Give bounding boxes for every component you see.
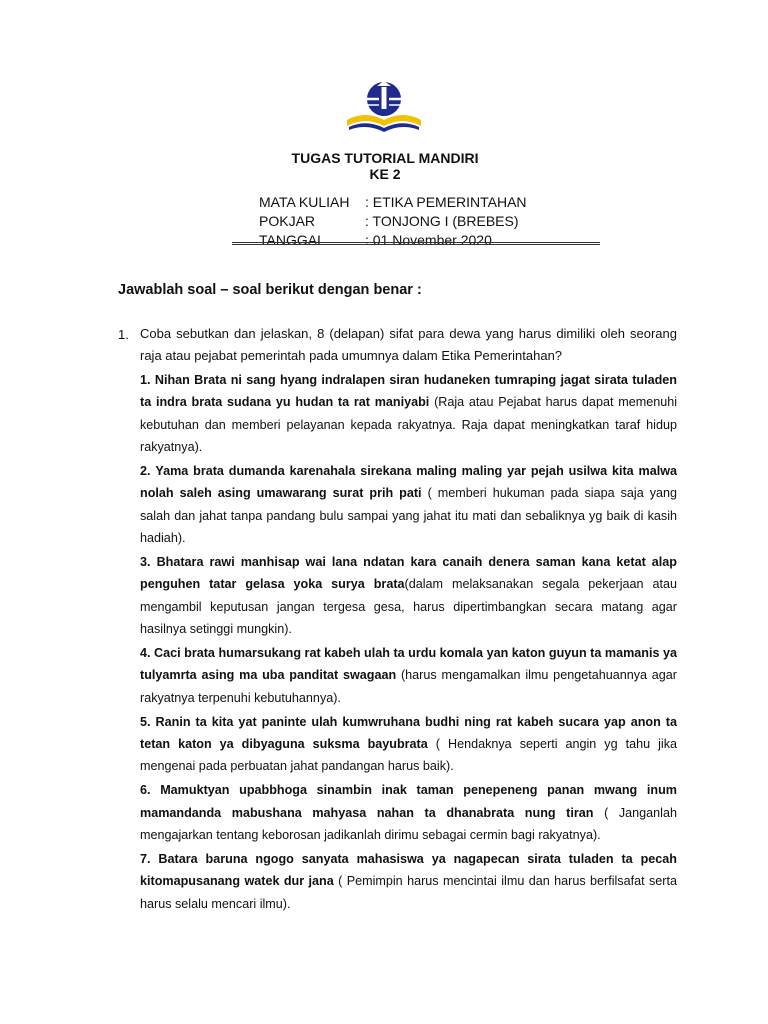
university-logo [345,80,423,134]
course-info-label: MATA KULIAH [259,194,350,210]
answer-item [140,551,677,640]
answer-item [140,711,677,778]
answer-number: 6. [140,783,151,798]
answer-source: Caci brata humarsukang rat kabeh ulah ta urdu komala yan katon guyun ta mamanis ya tulyamrta asing ma uba panditat swagaan [140,645,678,683]
course-info-value: : 01 November 2020 [365,232,492,248]
answer-item [140,369,677,458]
answer-source: Ranin ta kita yat paninte ulah kumwruhana budhi ning rat kabeh sucara yap anon ta tetan katon ya dibyaguna suksma bayubrata [140,714,677,751]
document-title: TUGAS TUTORIAL MANDIRI [291,150,479,166]
answer-list [140,369,677,917]
answer-meaning: (Raja atau Pejabat harus dapat memenuhi kebutuhan dan memberi pelayanan kepada rakyatnya. Raja dapat meningkatkan taraf hidup rakyatnya). [140,395,678,454]
question-text: Coba sebutkan dan jelaskan, 8 (delapan) sifat para dewa yang harus dimiliki oleh seorang raja atau pejabat pemerintah pada umumnya dalam Etika Pemerintahan? [140,326,677,363]
answer-meaning: (harus mengamalkan ilmu pengetahuannya agar rakyatnya terpenuhi kebutuhannya). [140,668,678,705]
answer-number: 5. [140,714,151,729]
answer-source: Batara baruna ngogo sanyata mahasiswa ya nagapecan sirata tuladen ta pecah kitomapusanang watek dur jana [140,852,677,889]
answer-number: 2. [140,463,151,478]
answer-source: Yama brata dumanda karenahala sirekana maling maling yar pejah usilwa kita malwa nolah saleh asing umawarang surat prih pati [140,463,678,501]
answer-meaning: ( memberi hukuman pada siapa saja yang salah dan jahat tanpa pandang bulu sampai yang jahat itu mati dan sebaliknya yg baik di kasih hadiah). [140,486,678,545]
header-divider [232,242,600,245]
document-subtitle: KE 2 [369,166,401,182]
answer-item [140,848,677,915]
question-number: 1. [118,327,129,342]
answer-source: Nihan Brata ni sang hyang indralapen siran hudaneken tumraping jagat sirata tuladen ta indra brata sudana yu hudan ta rat maniyabi [140,373,678,410]
answer-meaning: ( Janganlah mengajarkan tentang keborosan jadikanlah dirimu sebagai cermin bagi rakyatnya). [140,805,677,842]
course-info-value: : TONJONG I (BREBES) [365,213,519,229]
answer-item [140,642,677,709]
answer-meaning: (dalam melaksanakan segala pekerjaan atau mengambil keputusan jangan tergesa gesa, harus dipertimbangkan secara matang agar hasilnya setinggi mungkin). [140,577,677,636]
course-info-row [259,231,527,250]
course-info-label: TANGGAL [259,232,325,248]
answer-source: Mamuktyan upabbhoga sinambin inak taman penepeneng panan mwang inum mamandanda mabushana mahyasa nahan ta dhanabrata nung tiran [140,783,677,820]
course-info-value: : ETIKA PEMERINTAHAN [365,194,527,210]
answer-number: 4. [140,645,151,660]
answer-item [140,460,677,549]
answer-number: 7. [140,852,151,867]
answer-number: 3. [140,554,151,569]
course-info-label: POKJAR [259,213,316,229]
answer-meaning: ( Pemimpin harus mencintai ilmu dan harus berfilsafat serta harus selalu mencari ilmu). [140,874,677,911]
answer-number: 1. [140,373,151,387]
course-info-row [259,193,527,212]
instruction-text: Jawablah soal – soal berikut dengan benar : [118,282,422,298]
course-info-row [259,212,527,231]
answer-source: Bhatara rawi manhisap wai lana ndatan kara canaih denera saman kana ketat alap penguhen tatar gelasa yoka surya brata [140,554,678,592]
answer-meaning: ( Hendaknya seperti angin yg tahu jika mengenai pada perbuatan jahat pandangan harus baik). [140,736,678,774]
answer-item [140,779,677,846]
